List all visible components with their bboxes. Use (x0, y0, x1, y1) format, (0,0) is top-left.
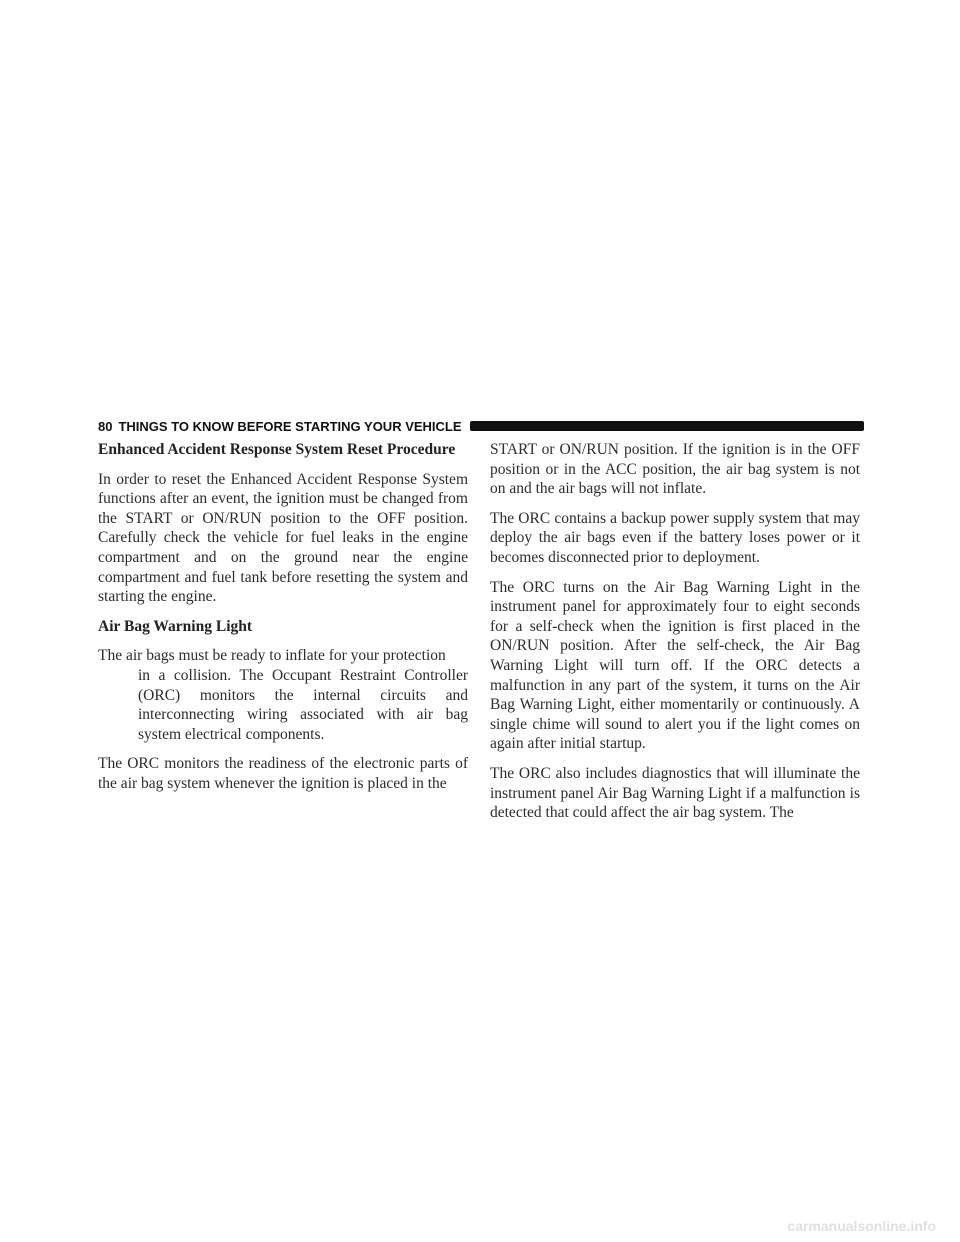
section-title: THINGS TO KNOW BEFORE STARTING YOUR VEHICLE (118, 418, 462, 434)
paragraph-air-bag-lead: The air bags must be ready to inflate for your protection (98, 647, 446, 665)
paragraph-ignition-position: START or ON/RUN position. If the ignition is in the OFF position or in the ACC position, the air bag system is not on and the air bags will not inflate. (490, 441, 860, 498)
heading-air-bag-warning-light: Air Bag Warning Light (98, 617, 253, 635)
paragraph-orc-monitors: The ORC monitors the readiness of the electronic parts of the air bag system whenever the ignition is placed in the (98, 755, 468, 792)
page-number: 80 (98, 418, 113, 434)
heading-reset-procedure: Enhanced Accident Response System Reset Procedure (98, 441, 456, 458)
paragraph-backup-power: The ORC contains a backup power supply system that may deploy the air bags even if the battery loses power or it becomes disconnected prior to deployment. (490, 509, 860, 566)
air-bag-intro-block (98, 646, 468, 744)
paragraph-reset-procedure: In order to reset the Enhanced Accident Response System functions after an event, the ignition must be changed from the START or ON/RUN position to the OFF position. Carefully check the vehicle for fuel leaks in the engine compartment and on the ground near the engine compartment and fuel tank before resetting the system and starting the engine. (98, 470, 468, 606)
header-rule (470, 421, 864, 431)
paragraph-diagnostics: The ORC also includes diagnostics that will illuminate the instrument panel Air Bag Warning Light if a malfunction is detected that could affect the air bag system. The (490, 764, 860, 822)
watermark-text: carmanualsonline.info (787, 1218, 936, 1234)
right-column (490, 440, 860, 833)
page-header (98, 416, 864, 436)
paragraph-air-bag-indented: in a collision. The Occupant Restraint Controller (ORC) monitors the internal circuits and interconnecting wiring associated with air bag system electrical components. (138, 666, 468, 743)
paragraph-self-check: The ORC turns on the Air Bag Warning Light in the instrument panel for approximately four to eight seconds for a self-check when the ignition is first placed in the ON/RUN position. After the self-check, the Air Bag Warning Light will turn off. If the ORC detects a malfunction in any part of the system, it turns on the Air Bag Warning Light, either momentarily or continuously. A single chime will sound to alert you if the light comes on again after initial startup. (490, 578, 860, 753)
left-column (98, 440, 468, 804)
